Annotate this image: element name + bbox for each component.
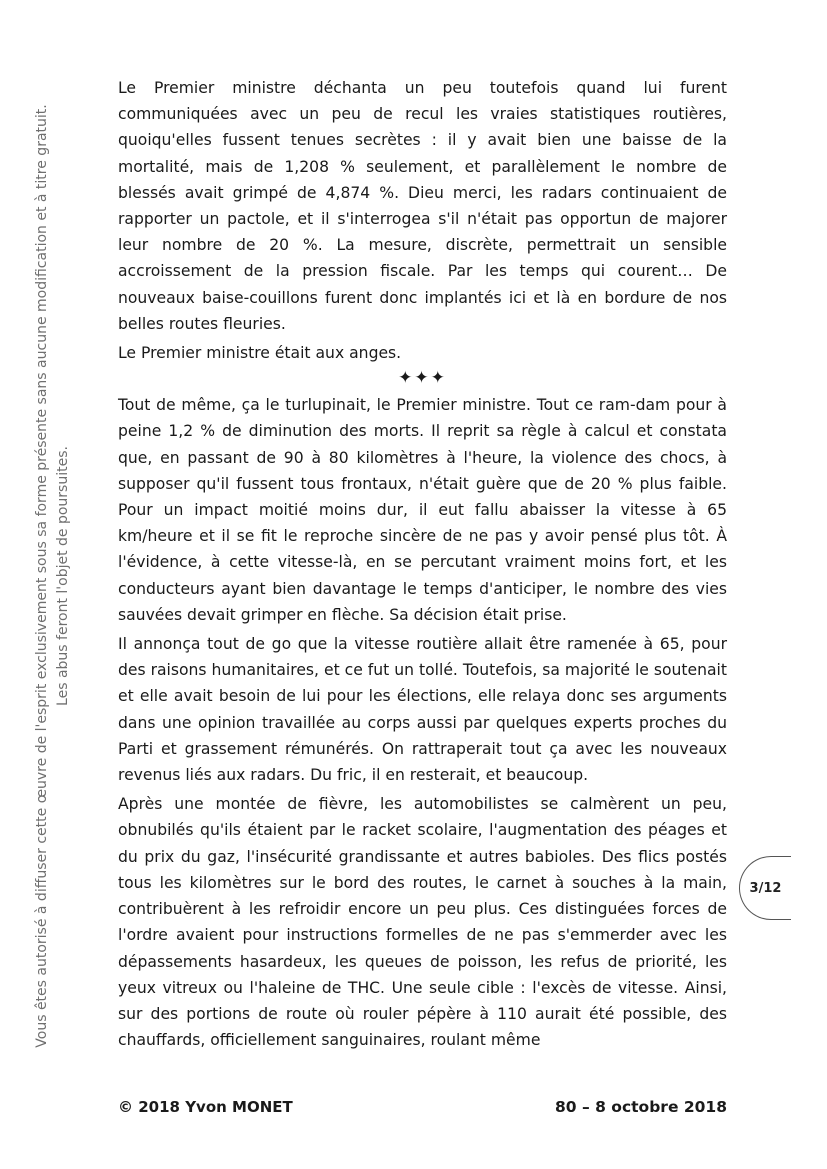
paragraph: Tout de même, ça le turlupinait, le Premier ministre. Tout ce ram-dam pour à peine 1,2 % de diminution des morts. Il reprit sa règle à calcul et constata que, en passant de 90 à 80 kilomètres à l'heure, la violence des chocs, à supposer qu'il fussent tous frontaux, n'était guère que de 20 % plus faible. Pour un impact moitié moins dur, il eut fallu abaisser la vitesse à 65 km/heure et il se fit le reproche sincère de ne pas y avoir pensé plus tôt. À l'évidence, à cette vitesse-là, en se percutant vraiment moins fort, et les conducteurs ayant bien davantage le temps d'anticiper, le nombre des vies sauvées devait grimper en flèche. Sa décision était prise. xyxy=(118,396,727,624)
footer-page-date: 80 – 8 octobre 2018 xyxy=(555,1098,727,1116)
side-notice-line-1: Vous êtes autorisé à diffuser cette œuvre de l'esprit exclusivement sous sa forme présente sans aucune modification et à titre gratuit. xyxy=(34,104,50,1048)
paragraph: Le Premier ministre était aux anges. xyxy=(118,344,402,363)
footer-copyright: © 2018 Yvon MONET xyxy=(118,1098,293,1116)
page-counter-badge: 3/12 xyxy=(739,856,791,920)
side-notice-line-2: Les abus feront l'objet de poursuites. xyxy=(55,446,71,706)
paragraph: Le Premier ministre déchanta un peu toutefois quand lui furent communiquées avec un peu de recul les vraies statistiques routières, quoiqu'elles fussent tenues secrètes : il y avait bien une baisse de la mortalité, mais de 1,208 % seulement, et parallèlement le nombre de blessés avait grimpé de 4,874 %. Dieu merci, les radars continuaient de rapporter un pactole, et il s'interrogea s'il n'était pas opportun de majorer leur nombre de 20 %. La mesure, discrète, permettrait un sensible accroissement de la pression fiscale. Par les temps qui courent… De nouveaux baise-couillons furent donc implantés ici et là en bordure de nos belles routes fleuries. xyxy=(118,79,727,333)
paragraph: Il annonça tout de go que la vitesse routière allait être ramenée à 65, pour des raisons humanitaires, et ce fut un tollé. Toutefois, sa majorité le soutenait et elle avait besoin de lui pour les élections, elle relaya donc ses arguments dans une opinion travaillée au corps aussi par quelques experts proches du Parti et grassement rémunérés. On rattraperait tout ça avec les nouveaux revenus liés aux radars. Du fric, il en resterait, et beaucoup. xyxy=(118,635,727,785)
paragraph: Après une montée de fièvre, les automobilistes se calmèrent un peu, obnubilés qu'ils étaient par le racket scolaire, l'augmentation des péages et du prix du gaz, l'insécurité grandissante et autres babioles. Des flics postés tous les kilomètres sur le bord des routes, le carnet à souches à la main, contribuèrent à les refroidir encore un peu plus. Ces distinguées forces de l'ordre avaient pour instructions formelles de ne pas s'emmerder avec les dépassements hasardeux, les queues de poisson, les refus de priorité, les yeux vitreux ou l'haleine de THC. Une seule cible : l'excès de vitesse. Ainsi, sur des portions de route où rouler pépère à 110 aurait été possible, des chauffards, officiellement sanguinaires, roulant même xyxy=(118,795,727,1050)
page-body xyxy=(118,75,727,1056)
section-separator: ✦✦✦ xyxy=(398,368,447,389)
side-copyright-notice xyxy=(24,96,82,1056)
